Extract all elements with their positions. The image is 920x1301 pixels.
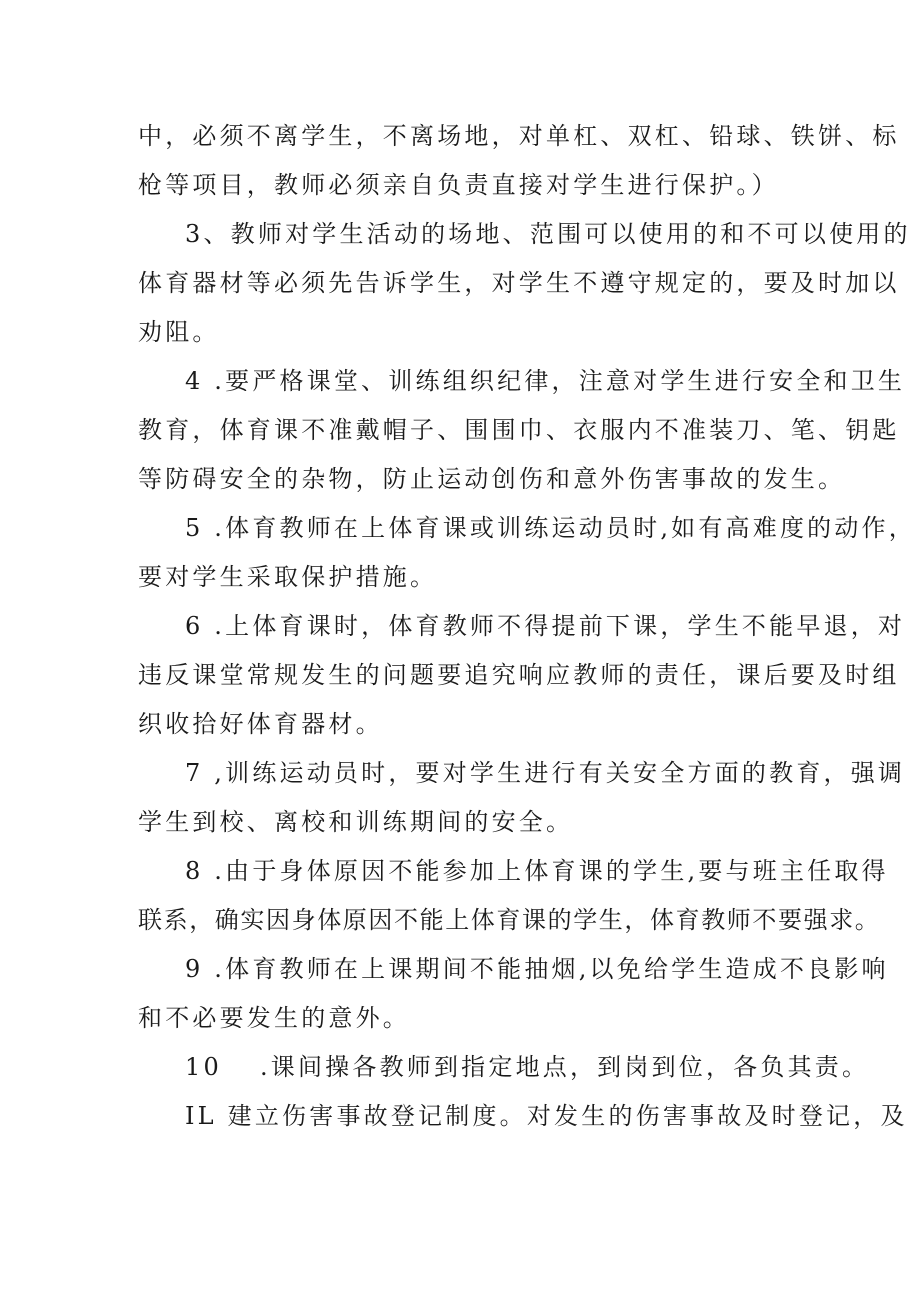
text-line: 违反课堂常规发生的问题要追究响应教师的责任，课后要及时组 [138, 661, 900, 689]
paragraph-8-start: 8 .由于身体原因不能参加上体育课的学生,要与班主任取得 [185, 857, 889, 885]
text-line: 学生到校、离校和训练期间的安全。 [138, 808, 574, 836]
text-line: 劝阻。 [138, 318, 220, 346]
paragraph-6-start: 6 .上体育课时，体育教师不得提前下课，学生不能早退，对 [185, 612, 906, 640]
text-line: 教育，体育课不准戴帽子、围围巾、衣服内不准装刀、笔、钥匙 [138, 416, 900, 444]
text-line: 等防碍安全的杂物，防止运动创伤和意外伤害事故的发生。 [138, 465, 846, 493]
paragraph-7-start: 7 ,训练运动员时，要对学生进行有关安全方面的教育，强调 [185, 759, 906, 787]
text-line: 联系，确实因身体原因不能上体育课的学生，体育教师不要强求。 [138, 906, 881, 934]
paragraph-5-start: 5 .体育教师在上体育课或训练运动员时,如有高难度的动作， [185, 514, 916, 542]
item-text: .课间操各教师到指定地点，到岗到位，各负其责。 [259, 1053, 870, 1081]
item-number: 10 [185, 1053, 222, 1081]
text-line: 要对学生采取保护措施。 [138, 563, 438, 591]
text-line: 和不必要发生的意外。 [138, 1004, 410, 1032]
paragraph-10-start [185, 1052, 869, 1082]
paragraph-9-start: 9 .体育教师在上课期间不能抽烟,以免给学生造成不良影响 [185, 955, 889, 983]
text-line: 枪等项目，教师必须亲自负责直接对学生进行保护。） [138, 171, 779, 199]
text-line: 织收拾好体育器材。 [138, 710, 383, 738]
paragraph-11-start: IL 建立伤害事故登记制度。对发生的伤害事故及时登记，及 [185, 1102, 908, 1130]
text-line: 体育器材等必须先告诉学生，对学生不遵守规定的，要及时加以 [138, 269, 900, 297]
text-line: 中，必须不离学生，不离场地，对单杠、双杠、铅球、铁饼、标 [138, 122, 900, 150]
paragraph-3-start: 3、教师对学生活动的场地、范围可以使用的和不可以使用的 [185, 220, 911, 248]
paragraph-4-start: 4 .要严格课堂、训练组织纪律，注意对学生进行安全和卫生 [185, 367, 906, 395]
